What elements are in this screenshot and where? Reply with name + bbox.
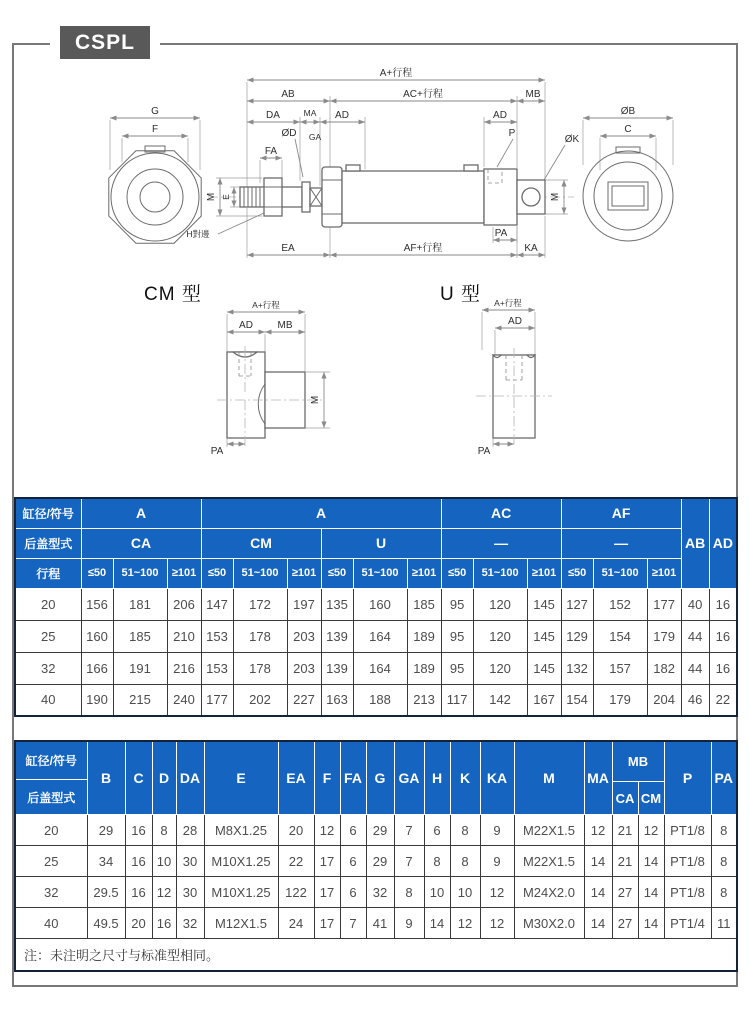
table-cell: 27 — [612, 877, 638, 908]
table-cell: 206 — [167, 588, 201, 620]
table-cell: 7 — [394, 815, 424, 846]
table-row — [15, 684, 737, 716]
table-cell: 8 — [152, 815, 176, 846]
col-header: P — [664, 741, 711, 815]
main-side-view — [186, 66, 579, 258]
table-cell: 46 — [681, 684, 709, 716]
col-header: CM — [638, 782, 664, 815]
cm-type-view — [144, 283, 330, 457]
table-cell: 197 — [287, 588, 321, 620]
col-header: 缸径/符号 — [15, 498, 81, 528]
table-cell: 167 — [527, 684, 561, 716]
dim-label: ØD — [281, 128, 297, 139]
table-cell: 177 — [201, 684, 233, 716]
dim-label: F — [151, 124, 159, 135]
table-cell: 120 — [473, 652, 527, 684]
table-cell: 16 — [125, 815, 152, 846]
table-cell: 154 — [593, 620, 647, 652]
dim-label: P — [508, 128, 516, 139]
dim-label: H對邊 — [186, 229, 210, 239]
table-cell: 145 — [527, 588, 561, 620]
table-cell: 178 — [233, 652, 287, 684]
table-cell: 27 — [612, 908, 638, 939]
table-cell: 179 — [647, 620, 681, 652]
col-header: AB — [681, 498, 709, 588]
table-cell: 163 — [321, 684, 353, 716]
table-cell: 135 — [321, 588, 353, 620]
table-cell: 11 — [711, 908, 737, 939]
table-cell: 32 — [176, 908, 204, 939]
table-cell: 182 — [647, 652, 681, 684]
col-header: ≤50 — [201, 558, 233, 588]
table-cell: 178 — [233, 620, 287, 652]
col-header: 后盖型式 — [15, 528, 81, 558]
table-cell: 145 — [527, 620, 561, 652]
table-cell: 49.5 — [87, 908, 125, 939]
table-cell: M10X1.25 — [204, 846, 278, 877]
corner-bottom-label: 后盖型式 — [27, 790, 76, 805]
col-header: FA — [340, 741, 366, 815]
table-cell: 14 — [638, 908, 664, 939]
table-cell: 179 — [593, 684, 647, 716]
table-cell: 139 — [321, 620, 353, 652]
table-cell: 166 — [81, 652, 113, 684]
col-header: H — [424, 741, 450, 815]
dim-label: G — [151, 106, 159, 117]
table-cell: 29 — [87, 815, 125, 846]
front-view — [109, 106, 201, 243]
dim-label: MB — [525, 89, 541, 100]
table-cell: M30X2.0 — [514, 908, 584, 939]
col-header: AD — [709, 498, 737, 588]
table-cell: 142 — [473, 684, 527, 716]
table-cell: 25 — [15, 620, 81, 652]
dim-label: MA — [303, 108, 317, 118]
col-header: MA — [584, 741, 612, 815]
table-cell: 8 — [424, 846, 450, 877]
table-cell: 14 — [638, 877, 664, 908]
table-cell: 40 — [15, 684, 81, 716]
col-header: — — [561, 528, 681, 558]
col-header: GA — [394, 741, 424, 815]
corner-top-label: 缸径/符号 — [16, 742, 87, 780]
table-cell: 95 — [441, 620, 473, 652]
table-cell: 240 — [167, 684, 201, 716]
table-cell: 14 — [638, 846, 664, 877]
table-cell: 20 — [15, 588, 81, 620]
table-cell: 14 — [584, 877, 612, 908]
table-cell: PT1/8 — [664, 815, 711, 846]
table-cell: 14 — [584, 908, 612, 939]
dim-label: M — [310, 395, 321, 405]
detail-table-wrap — [14, 740, 738, 972]
table-cell: 17 — [314, 846, 340, 877]
table-cell: 153 — [201, 652, 233, 684]
table-cell: 41 — [366, 908, 394, 939]
table-cell: 9 — [480, 815, 514, 846]
table-cell: PT1/4 — [664, 908, 711, 939]
table-cell: 153 — [201, 620, 233, 652]
table-cell: 9 — [394, 908, 424, 939]
table-cell: 227 — [287, 684, 321, 716]
table-cell: 17 — [314, 877, 340, 908]
table-cell: 7 — [394, 846, 424, 877]
table-cell: 132 — [561, 652, 593, 684]
dim-label: ØB — [620, 106, 636, 117]
col-header: ≤50 — [561, 558, 593, 588]
table-cell: 8 — [711, 815, 737, 846]
table-cell: 181 — [113, 588, 167, 620]
table-row — [15, 620, 737, 652]
table-cell: 44 — [681, 620, 709, 652]
u-type-title: U 型 — [440, 284, 482, 305]
table-cell: 127 — [561, 588, 593, 620]
table-cell: 139 — [321, 652, 353, 684]
dim-label: AD — [508, 316, 522, 327]
table-cell: 16 — [709, 588, 737, 620]
table-cell: 156 — [81, 588, 113, 620]
dim-label: DA — [266, 110, 280, 121]
table-cell: 32 — [15, 652, 81, 684]
col-header: E — [204, 741, 278, 815]
dim-label: PA — [210, 446, 224, 457]
col-header: F — [314, 741, 340, 815]
table-cell: M8X1.25 — [204, 815, 278, 846]
col-header: A — [81, 498, 201, 528]
table-cell: 34 — [87, 846, 125, 877]
technical-drawings — [12, 50, 738, 482]
dim-label: A+行程 — [494, 298, 522, 308]
table-cell: 17 — [314, 908, 340, 939]
col-header: K — [450, 741, 480, 815]
table-cell: 21 — [612, 846, 638, 877]
table-cell: 12 — [638, 815, 664, 846]
table-cell: 204 — [647, 684, 681, 716]
table-cell: 185 — [113, 620, 167, 652]
table-cell: 203 — [287, 620, 321, 652]
table-cell: 202 — [233, 684, 287, 716]
table-cell: 30 — [176, 846, 204, 877]
table-cell: 160 — [353, 588, 407, 620]
table-row — [15, 652, 737, 684]
col-header: ≥101 — [167, 558, 201, 588]
table-cell: 20 — [15, 815, 87, 846]
dim-label: A+行程 — [252, 300, 280, 310]
table-cell: 7 — [340, 908, 366, 939]
table-cell: 16 — [709, 652, 737, 684]
table-cell: 147 — [201, 588, 233, 620]
table-cell: 8 — [394, 877, 424, 908]
u-type-view — [440, 283, 552, 457]
dimension-table-lengths — [14, 497, 738, 717]
table-cell: 145 — [527, 652, 561, 684]
table-cell: 203 — [287, 652, 321, 684]
dim-label: ØK — [564, 134, 580, 145]
table-cell: 120 — [473, 588, 527, 620]
dim-label: A+行程 — [379, 68, 413, 79]
table-cell: 16 — [709, 620, 737, 652]
cm-type-title: CM 型 — [144, 284, 202, 305]
table-row — [15, 588, 737, 620]
table-cell: 16 — [152, 908, 176, 939]
table-cell: 6 — [340, 877, 366, 908]
table-cell: 28 — [176, 815, 204, 846]
dim-label: AB — [281, 89, 295, 100]
col-header: B — [87, 741, 125, 815]
table-cell: 122 — [278, 877, 314, 908]
table-cell: 215 — [113, 684, 167, 716]
table-cell: M22X1.5 — [514, 846, 584, 877]
table-cell: 6 — [424, 815, 450, 846]
col-header: ≥101 — [527, 558, 561, 588]
table-cell: 14 — [584, 846, 612, 877]
col-header: ≥101 — [287, 558, 321, 588]
table-row — [15, 877, 737, 908]
col-header: CM — [201, 528, 321, 558]
table-cell: 189 — [407, 620, 441, 652]
col-header: EA — [278, 741, 314, 815]
dim-label: AD — [239, 320, 253, 331]
col-header: ≤50 — [441, 558, 473, 588]
col-header: CA — [612, 782, 638, 815]
table-cell: 32 — [366, 877, 394, 908]
table-cell: 129 — [561, 620, 593, 652]
table-cell: 22 — [278, 846, 314, 877]
table-cell: 9 — [480, 846, 514, 877]
model-label-badge: CSPL — [60, 26, 150, 59]
table-cell: 24 — [278, 908, 314, 939]
col-header: CA — [81, 528, 201, 558]
note-text: 注：未注明之尺寸与标准型相同。 — [15, 939, 737, 971]
table-cell: 10 — [450, 877, 480, 908]
table-cell: 29.5 — [87, 877, 125, 908]
dim-label: GA — [308, 132, 322, 142]
col-header: AC — [441, 498, 561, 528]
table-cell: 189 — [407, 652, 441, 684]
table-cell: 12 — [152, 877, 176, 908]
dim-label: MB — [277, 320, 293, 331]
table-cell: 16 — [125, 846, 152, 877]
col-header: MB — [612, 741, 664, 782]
col-header: 51~100 — [113, 558, 167, 588]
table-cell: 22 — [709, 684, 737, 716]
dim-label: E — [221, 194, 231, 200]
table-cell: 29 — [366, 846, 394, 877]
col-header: A — [201, 498, 441, 528]
table-cell: 8 — [450, 815, 480, 846]
col-header: KA — [480, 741, 514, 815]
table-cell: 6 — [340, 815, 366, 846]
table-cell: M24X2.0 — [514, 877, 584, 908]
table-row — [15, 846, 737, 877]
col-header: C — [125, 741, 152, 815]
table-cell: M10X1.25 — [204, 877, 278, 908]
rear-view — [583, 106, 673, 241]
dim-label: AF+行程 — [403, 243, 443, 254]
dim-label: PA — [477, 446, 491, 457]
table-cell: 177 — [647, 588, 681, 620]
table-cell: 8 — [711, 846, 737, 877]
table-cell: 117 — [441, 684, 473, 716]
table-cell: 8 — [450, 846, 480, 877]
dim-label: FA — [264, 146, 278, 157]
col-header: AF — [561, 498, 681, 528]
table-cell: 191 — [113, 652, 167, 684]
col-header: ≤50 — [321, 558, 353, 588]
table-cell: PT1/8 — [664, 846, 711, 877]
table-cell: M22X1.5 — [514, 815, 584, 846]
col-header: 行程 — [15, 558, 81, 588]
table-cell: M12X1.5 — [204, 908, 278, 939]
table-cell: 120 — [473, 620, 527, 652]
table-cell: 40 — [681, 588, 709, 620]
table-cell: 6 — [340, 846, 366, 877]
table-cell: 160 — [81, 620, 113, 652]
table-cell: 32 — [15, 877, 87, 908]
table-cell: 16 — [125, 877, 152, 908]
table-cell: 30 — [176, 877, 204, 908]
table-cell: PT1/8 — [664, 877, 711, 908]
table-cell: 152 — [593, 588, 647, 620]
table-cell: 154 — [561, 684, 593, 716]
col-header — [15, 741, 87, 815]
table-cell: 190 — [81, 684, 113, 716]
table-cell: 8 — [711, 877, 737, 908]
col-header: 51~100 — [233, 558, 287, 588]
table-cell: 44 — [681, 652, 709, 684]
dimension-table-details — [14, 740, 738, 972]
table-cell: 12 — [450, 908, 480, 939]
table-cell: 12 — [480, 877, 514, 908]
table-cell: 29 — [366, 815, 394, 846]
dim-label: KA — [524, 243, 538, 254]
table-cell: 10 — [152, 846, 176, 877]
col-header: ≤50 — [81, 558, 113, 588]
dim-label: AD — [493, 110, 507, 121]
table-cell: 164 — [353, 652, 407, 684]
table-cell: 213 — [407, 684, 441, 716]
dim-label: AC+行程 — [403, 89, 443, 100]
col-header: ≥101 — [647, 558, 681, 588]
dim-label: M — [206, 192, 217, 202]
table-cell: 188 — [353, 684, 407, 716]
table-cell: 12 — [314, 815, 340, 846]
dim-label: PA — [494, 228, 508, 239]
col-header: — — [441, 528, 561, 558]
col-header: DA — [176, 741, 204, 815]
table-cell: 12 — [480, 908, 514, 939]
table-cell: 210 — [167, 620, 201, 652]
model-label-wrap — [50, 26, 160, 59]
col-header: PA — [711, 741, 737, 815]
table-cell: 216 — [167, 652, 201, 684]
table-cell: 40 — [15, 908, 87, 939]
table-cell: 10 — [424, 877, 450, 908]
table-cell: 14 — [424, 908, 450, 939]
dim-label: C — [624, 124, 632, 135]
table-row — [15, 908, 737, 939]
table-cell: 185 — [407, 588, 441, 620]
dim-label: M — [550, 192, 561, 202]
table-cell: 95 — [441, 588, 473, 620]
dim-label: EA — [281, 243, 295, 254]
col-header: 51~100 — [473, 558, 527, 588]
dim-label: AD — [335, 110, 349, 121]
table-row — [15, 815, 737, 846]
table-cell: 95 — [441, 652, 473, 684]
table-cell: 164 — [353, 620, 407, 652]
col-header: 51~100 — [353, 558, 407, 588]
table-cell: 20 — [125, 908, 152, 939]
col-header: ≥101 — [407, 558, 441, 588]
table-cell: 157 — [593, 652, 647, 684]
col-header: D — [152, 741, 176, 815]
table-cell: 20 — [278, 815, 314, 846]
table-cell: 21 — [612, 815, 638, 846]
length-table-wrap — [14, 497, 738, 717]
col-header: G — [366, 741, 394, 815]
table-cell: 12 — [584, 815, 612, 846]
col-header: M — [514, 741, 584, 815]
col-header: U — [321, 528, 441, 558]
table-cell: 25 — [15, 846, 87, 877]
table-cell: 172 — [233, 588, 287, 620]
col-header: 51~100 — [593, 558, 647, 588]
